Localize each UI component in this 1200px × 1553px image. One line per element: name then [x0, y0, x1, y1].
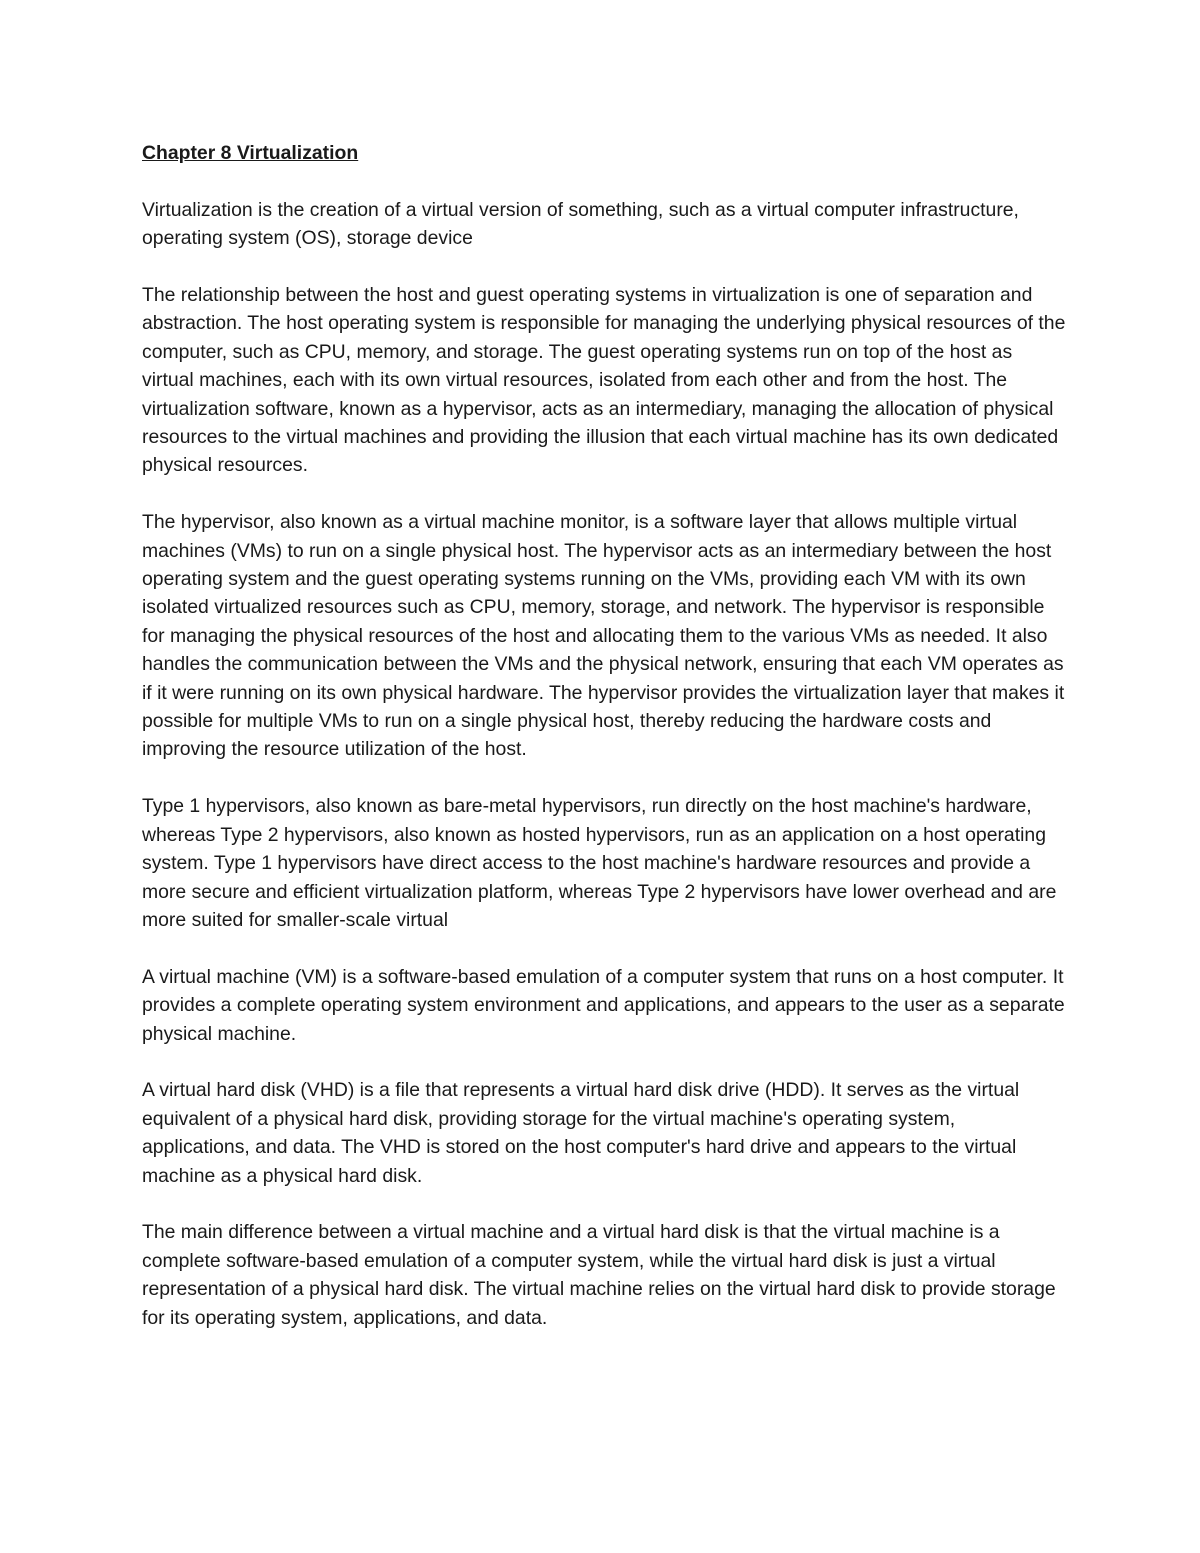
paragraph-host-guest-relationship: The relationship between the host and guest operating systems in virtualization is one of separation and abstraction. The host operating system is responsible for managing the underlying physical resources of the computer, such as CPU, memory, and storage. The guest operating systems run on top of the host as virtual machines, each with its own virtual resources, isolated from each other and from the host. The virtualization software, known as a hypervisor, acts as an intermediary, managing the allocation of physical resources to the virtual machines and providing the illusion that each virtual machine has its own dedicated physical resources.	[142, 284, 1066, 477]
paragraph-hypervisor-types: Type 1 hypervisors, also known as bare-metal hypervisors, run directly on the host machine's hardware, whereas Type 2 hypervisors, also known as hosted hypervisors, run as an application on a host operating system. Type 1 hypervisors have direct access to the host machine's hardware resources and provide a more secure and efficient virtualization platform, whereas Type 2 hypervisors have lower overhead and are more suited for smaller-scale virtual	[142, 795, 1057, 931]
paragraph-virtual-hard-disk: A virtual hard disk (VHD) is a file that represents a virtual hard disk drive (HDD). It serves as the virtual equivalent of a physical hard disk, providing storage for the virtual machine's operating system, applications, and data. The VHD is stored on the host computer's hard drive and appears to the virtual machine as a physical hard disk.	[142, 1079, 1020, 1187]
document-body	[142, 139, 1067, 1360]
paragraph-virtual-machine: A virtual machine (VM) is a software-based emulation of a computer system that runs on a host computer. It provides a complete operating system environment and applications, and appears to the user as a separate physical machine.	[142, 965, 1065, 1045]
paragraph-definition: Virtualization is the creation of a virtual version of something, such as a virtual computer infrastructure, operating system (OS), storage device	[142, 198, 1019, 250]
paragraph-vm-vs-vhd: The main difference between a virtual machine and a virtual hard disk is that the virtual machine is a complete software-based emulation of a computer system, while the virtual hard disk is just a virtual representation of a physical hard disk. The virtual machine relies on the virtual hard disk to provide storage for its operating system, applications, and data.	[142, 1221, 1056, 1329]
page-title: Chapter 8 Virtualization	[142, 142, 359, 164]
paragraph-hypervisor: The hypervisor, also known as a virtual machine monitor, is a software layer that allows multiple virtual machines (VMs) to run on a single physical host. The hypervisor acts as an intermediary between the host operating system and the guest operating systems running on the VMs, providing each VM with its own isolated virtualized resources such as CPU, memory, storage, and network. The hypervisor is responsible for managing the physical resources of the host and allocating them to the various VMs as needed. It also handles the communication between the VMs and the physical network, ensuring that each VM operates as if it were running on its own physical hardware. The hypervisor provides the virtualization layer that makes it possible for multiple VMs to run on a single physical host, thereby reducing the hardware costs and improving the resource utilization of the host.	[142, 511, 1065, 761]
